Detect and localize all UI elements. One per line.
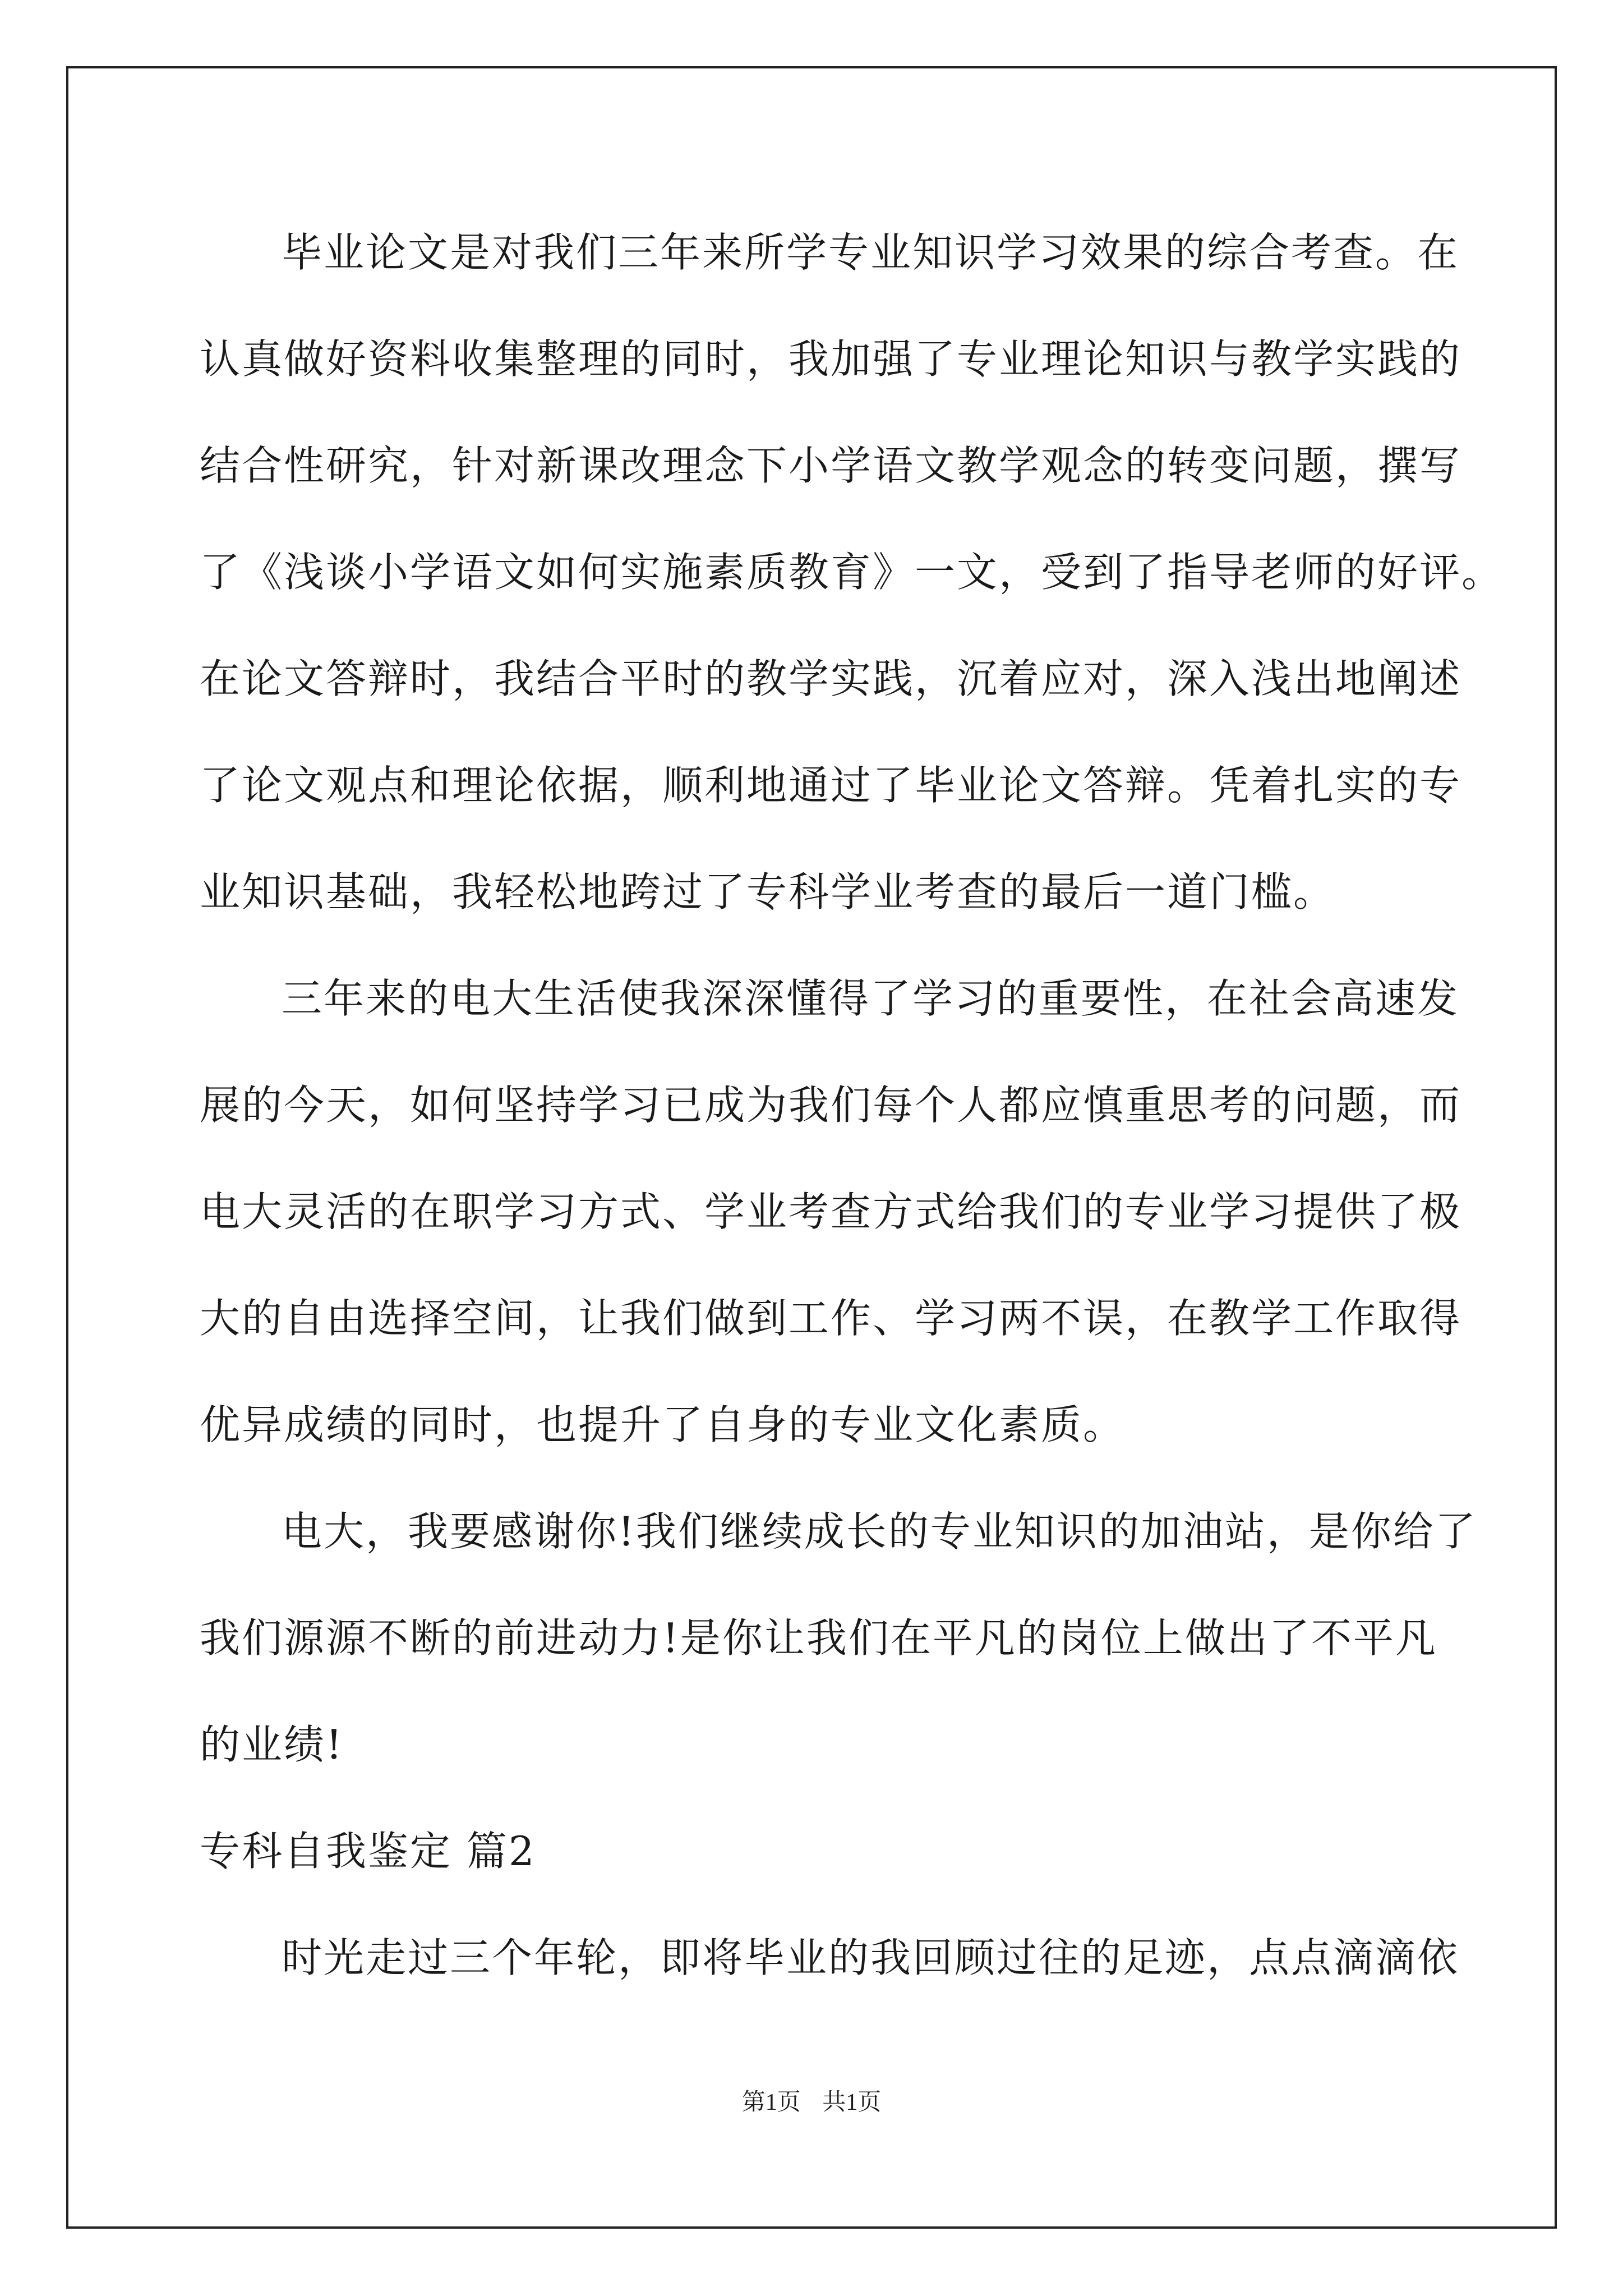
document-body bbox=[200, 219, 1504, 2031]
paragraph-line: 三年来的电大生活使我深深懂得了学习的重要性，在社会高速发 bbox=[282, 975, 1460, 1022]
paragraph-line: 优异成绩的同时，也提升了自身的专业文化素质。 bbox=[200, 1401, 1126, 1448]
section-heading: 专科自我鉴定 篇2 bbox=[200, 1828, 536, 1875]
paragraph-line: 电大灵活的在职学习方式、学业考查方式给我们的专业学习提供了极 bbox=[200, 1188, 1462, 1235]
page-footer bbox=[0, 2086, 1623, 2119]
paragraph-line: 认真做好资料收集整理的同时，我加强了专业理论知识与教学实践的 bbox=[200, 335, 1462, 383]
paragraph-line: 我们源源不断的前进动力!是你让我们在平凡的岗位上做出了不平凡 bbox=[200, 1614, 1437, 1662]
page-number-label: 第1页 bbox=[741, 2090, 801, 2115]
paragraph-line: 了《浅谈小学语文如何实施素质教育》一文，受到了指导老师的好评。 bbox=[200, 549, 1504, 596]
page-total-label: 共1页 bbox=[822, 2090, 882, 2115]
paragraph-line: 业知识基础，我轻松地跨过了专科学业考查的最后一道门槛。 bbox=[200, 868, 1336, 915]
paragraph-line: 电大，我要感谢你!我们继续成长的专业知识的加油站，是你给了 bbox=[282, 1508, 1477, 1555]
paragraph-line: 的业绩! bbox=[200, 1721, 344, 1768]
paragraph-line: 结合性研究，针对新课改理念下小学语文教学观念的转变问题，撰写 bbox=[200, 442, 1462, 489]
paragraph-line: 展的今天，如何坚持学习已成为我们每个人都应慎重思考的问题，而 bbox=[200, 1082, 1462, 1129]
paragraph-line: 大的自由选择空间，让我们做到工作、学习两不误，在教学工作取得 bbox=[200, 1295, 1462, 1342]
paragraph-line: 毕业论文是对我们三年来所学专业知识学习效果的综合考查。在 bbox=[282, 229, 1460, 276]
paragraph-line: 在论文答辩时，我结合平时的教学实践，沉着应对，深入浅出地阐述 bbox=[200, 655, 1462, 702]
paragraph-line: 时光走过三个年轮，即将毕业的我回顾过往的足迹，点点滴滴依 bbox=[282, 1934, 1460, 1981]
paragraph-line: 了论文观点和理论依据，顺利地通过了毕业论文答辩。凭着扎实的专 bbox=[200, 762, 1462, 809]
